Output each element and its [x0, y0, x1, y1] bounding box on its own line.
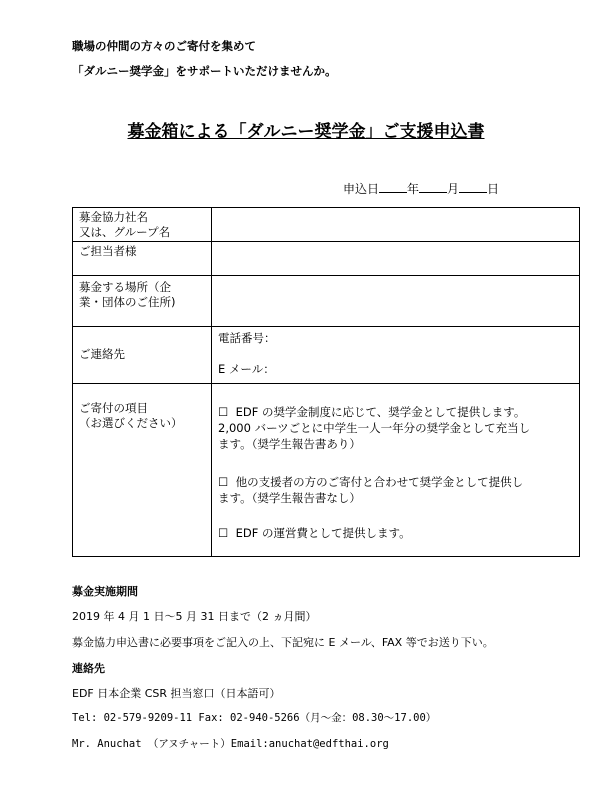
application-date [343, 180, 499, 197]
option-1-line-3: ます。（奨学生報告書あり） [218, 437, 361, 451]
donation-option-2[interactable] [218, 474, 578, 506]
application-form-table [72, 207, 580, 557]
contact-person-label-text: ご担当者様 [79, 244, 137, 258]
option-1-line-1: EDF の奨学金制度に応じて、奨学金として提供します。 [235, 405, 526, 419]
contact-label-text: ご連絡先 [79, 347, 125, 361]
place-label-line-1: 募金する場所（企 [79, 280, 171, 294]
contact-person-field[interactable] [213, 242, 579, 275]
checkbox-icon[interactable]: ☐ [218, 475, 229, 489]
company-field[interactable] [213, 208, 579, 241]
company-label-line-2: 又は、グループ名 [79, 225, 171, 239]
day-blank[interactable] [459, 180, 487, 193]
items-label-line-1: ご寄付の項目 [79, 401, 148, 415]
contact-fields [213, 327, 579, 383]
place-label-line-2: 業・団体のご住所) [79, 295, 176, 309]
items-label-line-2: （お選びください） [79, 416, 183, 430]
donation-option-1[interactable] [218, 404, 578, 452]
instruction-text: 募金協力申込書に必要事項をご記入の上、下記宛に E メール、FAX 等でお送り下い。 [72, 636, 494, 649]
donation-items-label [73, 384, 212, 556]
contact-tel-fax: Tel: 02-579-9209-11 Fax: 02-940-5266（月～金：08.30～17.00） [72, 712, 437, 724]
option-3-line-1: EDF の運営費として提供します。 [235, 526, 411, 540]
contact-label [73, 327, 212, 383]
row-donation-items [73, 384, 579, 556]
date-year-label: 年 [407, 182, 420, 196]
donation-options [213, 384, 579, 556]
donation-option-3[interactable] [218, 525, 578, 541]
contact-person-label [73, 242, 212, 275]
period-heading: 募金実施期間 [72, 585, 138, 598]
contact-office: EDF 日本企業 CSR 担当窓口（日本語可） [72, 687, 281, 700]
row-contact-person [73, 242, 579, 276]
month-blank[interactable] [419, 180, 447, 193]
phone-label: 電話番号： [218, 331, 276, 345]
date-prefix: 申込日 [343, 182, 380, 196]
company-label-line-1: 募金協力社名 [79, 210, 148, 224]
period-dates: 2019 年 4 月 1 日～5 月 31 日まで（2 ヵ月間） [72, 610, 317, 623]
option-2-line-1: 他の支援者の方のご寄付と合わせて奨学金として提供し [235, 475, 524, 489]
option-1-line-2: 2,000 バーツごとに中学生一人一年分の奨学金として充当し [218, 421, 531, 435]
intro-line-2: 「ダルニー奨学金」をサポートいただけませんか。 [72, 64, 337, 78]
company-label [73, 208, 212, 241]
contact-heading: 連絡先 [72, 662, 105, 675]
checkbox-icon[interactable]: ☐ [218, 405, 229, 419]
document-title: 募金箱による「ダルニー奨学金」ご支援申込書 [127, 122, 485, 142]
date-day-label: 日 [487, 182, 500, 196]
place-field[interactable] [213, 276, 579, 326]
year-blank[interactable] [379, 180, 407, 193]
place-label [73, 276, 212, 326]
checkbox-icon[interactable]: ☐ [218, 526, 229, 540]
row-company [73, 208, 579, 242]
date-month-label: 月 [447, 182, 460, 196]
row-place [73, 276, 579, 327]
intro-line-1: 職場の仲間の方々のご寄付を集めて [72, 39, 256, 53]
email-label: E メール： [218, 362, 275, 376]
option-2-line-2: ます。（奨学生報告書なし） [218, 491, 361, 505]
row-contact [73, 327, 579, 384]
contact-person: Mr. Anuchat （アヌチャート）Email:anuchat@edfthai.org [72, 738, 389, 750]
